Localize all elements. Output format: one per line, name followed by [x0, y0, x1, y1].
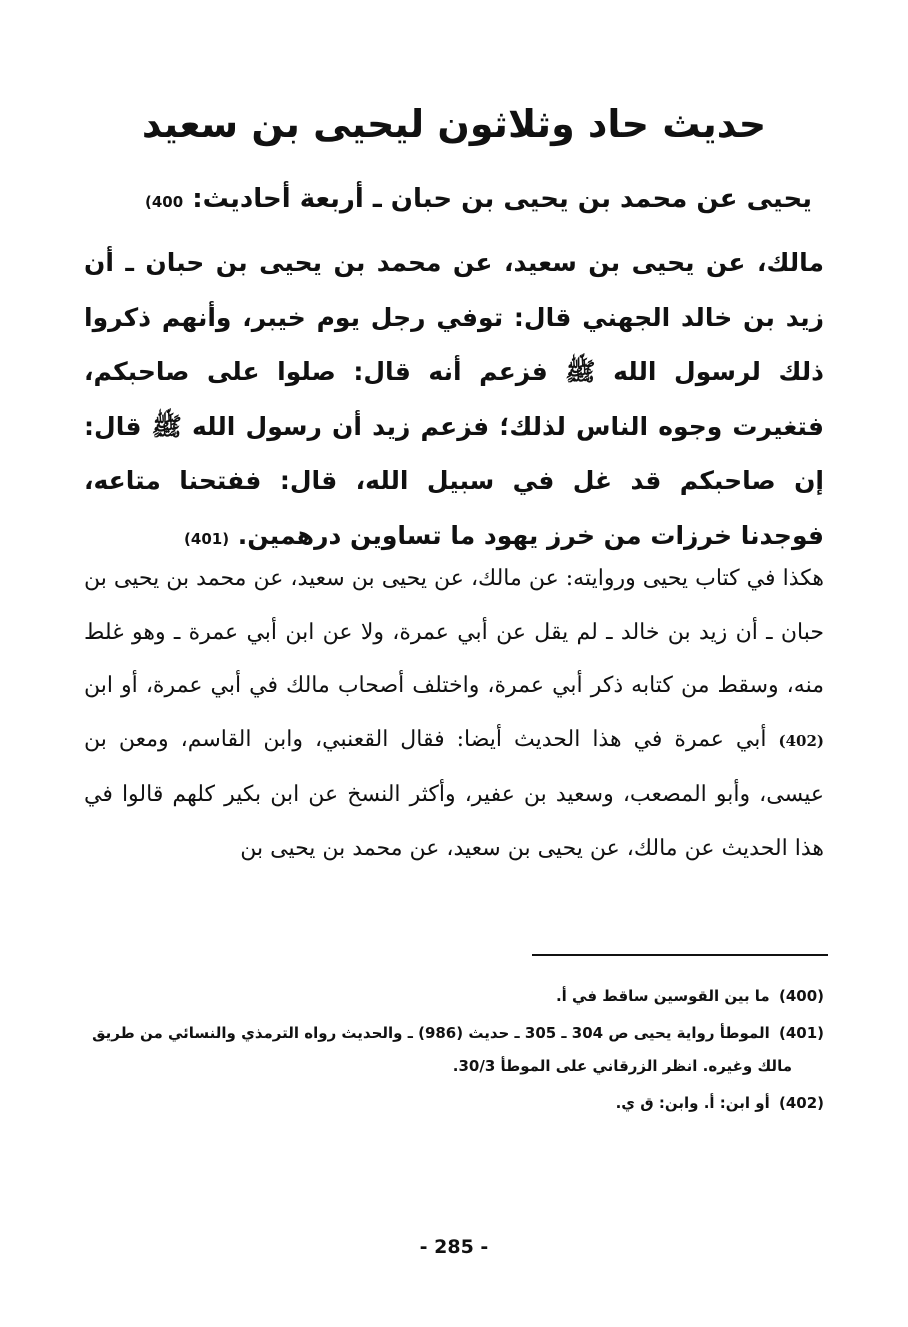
hadith-text: [84, 236, 824, 566]
footnote-marker-401: (401): [184, 529, 230, 548]
subtitle-text: يحيى عن محمد بن يحيى بن حبان ـ أربعة أحاديث:: [192, 184, 812, 214]
footnote-number: (400): [778, 987, 824, 1005]
commentary-part-1: هكذا في كتاب يحيى وروايته: عن مالك، عن يحيى بن سعيد، عن محمد بن يحيى بن حبان ـ أن زيد بن خالد ـ لم يقل عن أبي عمرة، ولا عن ابن أبي عمرة ـ وهو غلط منه، وسقط من كتابه ذكر أبي عمرة، واختلف أصحاب مالك في أبي عمرة، أو ابن: [84, 566, 824, 698]
section-subtitle: [96, 176, 812, 225]
footnote-marker-402: (402): [778, 731, 825, 750]
footnote-text: الموطأ رواية يحيى ص 304 ـ 305 ـ حديث (986) ـ والحديث رواه الترمذي والنسائي من طريق: [92, 1024, 770, 1042]
page-title: حديث حاد وثلاثون ليحيى بن سعيد: [141, 102, 767, 146]
page-number: - 285 -: [419, 1236, 489, 1258]
footnote-divider: [532, 954, 828, 956]
footnote-400: [84, 980, 824, 1013]
commentary-paragraph: [84, 552, 824, 875]
footnote-402: [84, 1087, 824, 1120]
footnote-401: [84, 1017, 824, 1083]
footnotes-section: [84, 980, 824, 1124]
footnote-text: ما بين القوسين ساقط في أ.: [555, 987, 770, 1005]
footnote-marker-400: (400: [144, 193, 184, 211]
footnote-continuation: مالك وغيره. انظر الزرقاني على الموطأ 30/3.: [452, 1057, 792, 1075]
footnote-number: (401): [778, 1024, 824, 1042]
commentary-part-2: أبي عمرة في هذا الحديث أيضا: فقال القعنبي، وابن القاسم، ومعن بن عيسى، وأبو المصعب، وسعيد بن عفير، وأكثر النسخ عن ابن بكير كلهم قالوا في هذا الحديث عن مالك، عن يحيى بن سعيد، عن محمد بن يحيى بن: [84, 726, 824, 861]
footnote-number: (402): [778, 1094, 824, 1112]
hadith-body: مالك، عن يحيى بن سعيد، عن محمد بن يحيى بن حبان ـ أن زيد بن خالد الجهني قال: توفي رجل يوم خيبر، وأنهم ذكروا ذلك لرسول الله ﷺ فزعم أنه قال: صلوا على صاحبكم، فتغيرت وجوه الناس لذلك؛ فزعم زيد أن رسول الله ﷺ قال: إن صاحبكم قد غل في سبيل الله، قال: ففتحنا متاعه، فوجدنا خرزات من خرز يهود ما تساوين درهمين.: [84, 248, 824, 550]
footnote-text: أو ابن: أ. وابن: ق ي.: [615, 1094, 770, 1112]
